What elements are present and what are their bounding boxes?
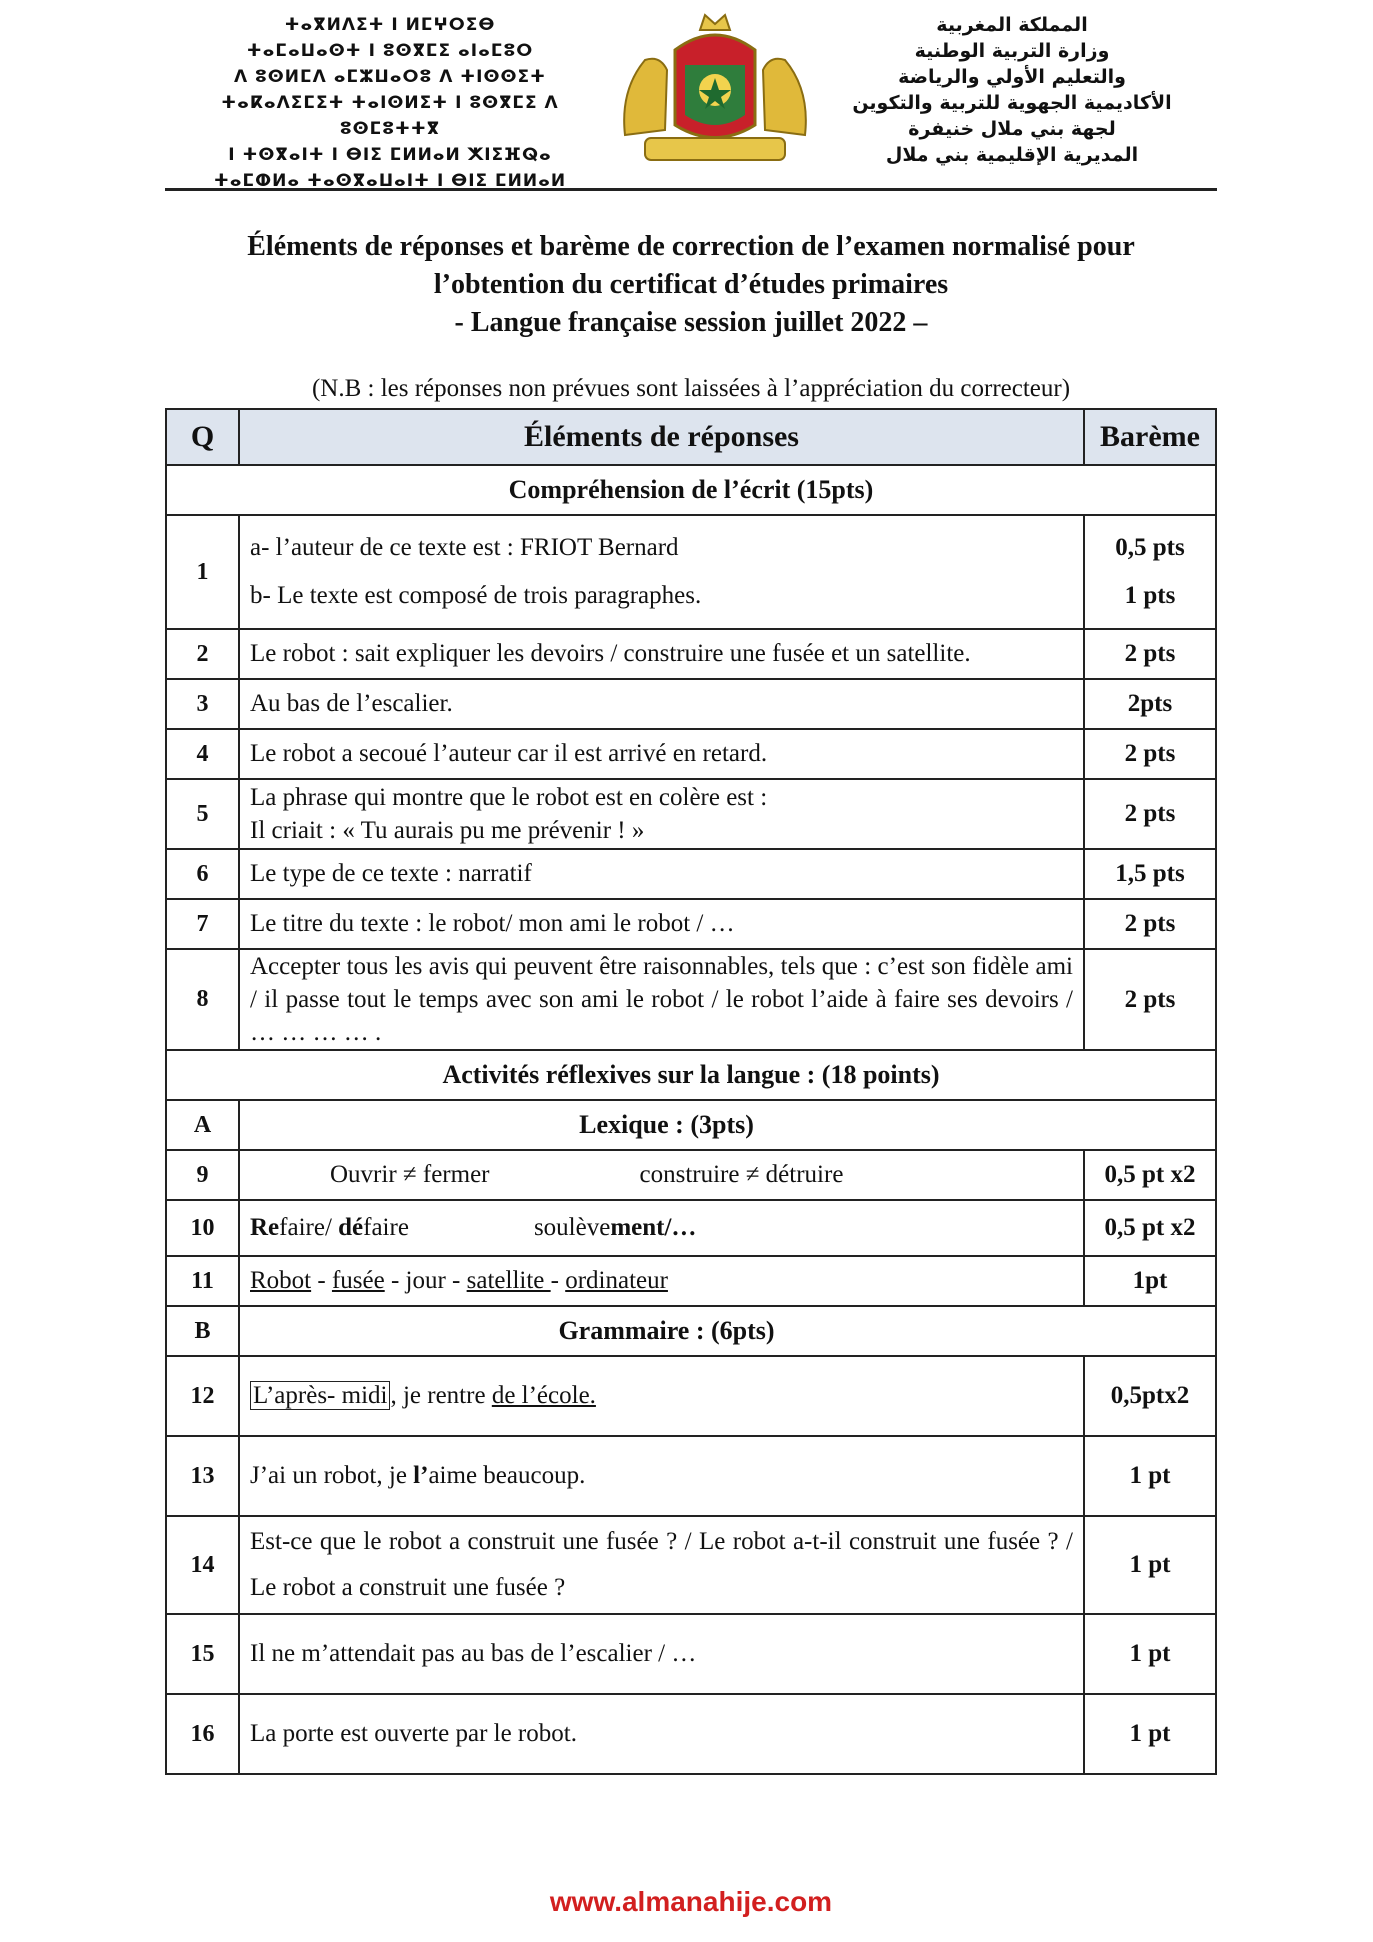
- col-header-bareme: Barème: [1084, 409, 1216, 465]
- col-header-elements: Éléments de réponses: [239, 409, 1084, 465]
- table-row: 8 Accepter tous les avis qui peuvent être raisonnables, tels que : c’est son fidèle ami / il passe tout le temps avec son ami le robot / le robot l’aide à faire ses devoirs / … … … … . 2 pts: [166, 949, 1216, 1050]
- table-row: 15 Il ne m’attendait pas au bas de l’escalier / … 1 pt: [166, 1614, 1216, 1694]
- table-row: 14 Est-ce que le robot a construit une fusée ? / Le robot a-t-il construit une fusée ? / Le robot a construit une fusée ? 1 pt: [166, 1516, 1216, 1614]
- answer-table: [165, 408, 1217, 1775]
- table-row: 16 La porte est ouverte par le robot. 1 pt: [166, 1694, 1216, 1774]
- document-title: Éléments de réponses et barème de correction de l’examen normalisé pour l’obtention du certificat d’études primaires - Langue française session juillet 2022 –: [247, 231, 1135, 338]
- table-header-row: [166, 409, 1216, 465]
- section-row: Compréhension de l’écrit (15pts): [166, 465, 1216, 515]
- moroccan-coat-of-arms-logo: [605, 10, 825, 178]
- table-row: 10 Refaire/ défaire soulèvement/… 0,5 pt x2: [166, 1200, 1216, 1256]
- col-header-q: Q: [166, 409, 239, 465]
- website-link[interactable]: www.almanahije.com: [549, 1886, 833, 1917]
- table-row: 1 a- l’auteur de ce texte est : FRIOT Bernard b- Le texte est composé de trois paragraphes. 0,5 pts 1 pts: [166, 515, 1216, 629]
- table-row: 3 Au bas de l’escalier. 2pts: [166, 679, 1216, 729]
- table-row: 2 Le robot : sait expliquer les devoirs / construire une fusée et un satellite. 2 pts: [166, 629, 1216, 679]
- table-row: 11 Robot - fusée - jour - satellite - ordinateur 1pt: [166, 1256, 1216, 1306]
- section-row: Activités réflexives sur la langue : (18 points): [166, 1050, 1216, 1100]
- table-row: 12 L’après- midi , je rentre de l’école. 0,5ptx2: [166, 1356, 1216, 1436]
- arabic-header: المملكة المغربية وزارة التربية الوطنية والتعليم الأولي والرياضة الأكاديمية الجهوية للتربية والتكوين لجهة بني ملال خنيفرة المديرية الإقليمية بني ملال: [852, 14, 1172, 166]
- tifinagh-header: ⵜⴰⴳⵍⴷⵉⵜ ⵏ ⵍⵎⵖⵔⵉⴱ ⵜⴰⵎⴰⵡⴰⵙⵜ ⵏ ⵓⵙⴳⵎⵉ ⴰⵏⴰⵎⵓⵔ ⴷ ⵓⵙⵍⵎⴷ ⴰⵎⵣⵡⴰⵔⵓ ⴷ ⵜⵏⵙⵙⵉⵜ ⵜⴰⴽⴰⴷⵉⵎⵉⵜ ⵜⴰⵏⵙⵍⵉⵜ ⵏ ⵓⵙⴳⵎⵉ ⴷ ⵓⵙⵎⵓⵜⵜⴳ ⵏ ⵜⵙⴳⴰⵏⵜ ⵏ ⴱⵏⵉ ⵎⵍⵍⴰⵍ ⵅⵏⵉⴼⵕⴰ ⵜⴰⵎⵀⵍⴰ ⵜⴰⵙⴳⴰⵡⴰⵏⵜ ⵏ ⴱⵏⵉ ⵎⵍⵍⴰⵍ: [213, 15, 567, 191]
- table-row: 13 J’ai un robot, je l’aime beaucoup. 1 pt: [166, 1436, 1216, 1516]
- table-row: 5 La phrase qui montre que le robot est en colère est : Il criait : « Tu aurais pu me prévenir ! » 2 pts: [166, 779, 1216, 849]
- subsection-row: A Lexique : (3pts): [166, 1100, 1216, 1150]
- subsection-row: B Grammaire : (6pts): [166, 1306, 1216, 1356]
- table-row: 7 Le titre du texte : le robot/ mon ami le robot / … 2 pts: [166, 899, 1216, 949]
- correction-note: (N.B : les réponses non prévues sont laissées à l’appréciation du correcteur): [311, 375, 1071, 402]
- table-row: 9 Ouvrir ≠ fermer construire ≠ détruire 0,5 pt x2: [166, 1150, 1216, 1200]
- table-row: 6 Le type de ce texte : narratif 1,5 pts: [166, 849, 1216, 899]
- table-row: 4 Le robot a secoué l’auteur car il est arrivé en retard. 2 pts: [166, 729, 1216, 779]
- header: [165, 10, 1217, 191]
